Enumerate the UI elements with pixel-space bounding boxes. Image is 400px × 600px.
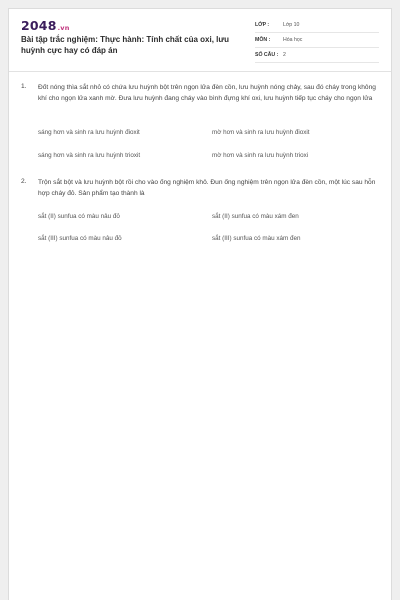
meta-value-count: 2 xyxy=(283,52,286,58)
answer-option[interactable]: sáng hơn và sinh ra lưu huỳnh trioxit xyxy=(38,152,141,159)
answer-option[interactable]: sắt (III) sunfua có màu xám đen xyxy=(212,235,301,242)
answer-option[interactable]: sắt (II) sunfua có màu nâu đỏ xyxy=(38,213,120,220)
meta-label-count: SỐ CÂU : xyxy=(255,52,279,58)
worksheet-page xyxy=(8,8,392,600)
logo-suffix-text: .vn xyxy=(57,24,70,32)
question-number: 1. xyxy=(21,83,27,90)
question-text: Đốt nóng thìa sắt nhỏ có chứa lưu huỳnh bột trên ngọn lửa đèn cồn, lưu huỳnh nóng chảy, sau đó cháy trong không khí cho ngọn lửa xanh mờ. Đưa lưu huỳnh đang cháy vào bình đựng khí oxi, lưu huỳnh tiếp tục cháy cho ngọn lửa xyxy=(38,84,376,102)
answer-option[interactable]: sắt (III) sunfua có màu nâu đỏ xyxy=(38,235,122,242)
logo-main-text: 2048 xyxy=(21,18,57,33)
meta-row-subject xyxy=(255,33,379,48)
site-logo[interactable] xyxy=(21,18,70,33)
answer-option[interactable]: mờ hơn và sinh ra lưu huỳnh trioxi xyxy=(212,152,309,159)
meta-row-class xyxy=(255,18,379,33)
worksheet-title: Bài tập trắc nghiệm: Thực hành: Tính chất của oxi, lưu huỳnh cực hay có đáp án xyxy=(21,35,230,55)
question-text: Trộn sắt bột và lưu huỳnh bột rồi cho vào ống nghiệm khô. Đun ống nghiệm trên ngọn lửa đèn cồn, một lúc sau hỗn hợp cháy đỏ. Sản phẩm tạo thành là xyxy=(38,179,376,197)
worksheet-header xyxy=(9,9,391,72)
answer-option[interactable]: sắt (II) sunfua có màu xám đen xyxy=(212,213,299,220)
question-number: 2. xyxy=(21,178,27,185)
meta-label-class: LỚP : xyxy=(255,22,270,28)
meta-row-count xyxy=(255,48,379,63)
answer-option[interactable]: mờ hơn và sinh ra lưu huỳnh đioxit xyxy=(212,129,310,136)
meta-value-subject: Hóa học xyxy=(283,37,303,43)
meta-value-class: Lớp 10 xyxy=(283,22,300,28)
answer-option[interactable]: sáng hơn và sinh ra lưu huỳnh đioxit xyxy=(38,129,140,136)
meta-label-subject: MÔN : xyxy=(255,37,271,43)
